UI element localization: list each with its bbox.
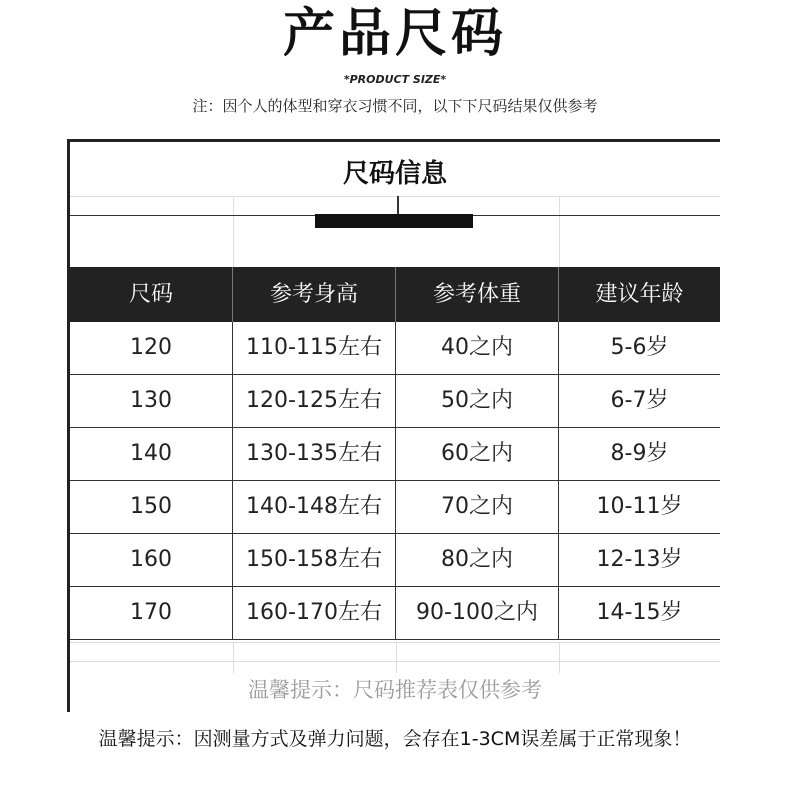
bottom-tip: 温馨提示：因测量方式及弹力问题，会存在1-3CM误差属于正常现象！ <box>98 728 692 750</box>
page-subtitle: *PRODUCT SIZE* <box>343 73 447 86</box>
table-header <box>70 267 720 322</box>
cell-age: 10-11岁 <box>596 494 683 519</box>
grid-line <box>70 196 720 197</box>
grid-line <box>233 642 234 673</box>
cell-size: 120 <box>70 322 233 374</box>
cell-size: 130 <box>70 375 233 427</box>
grid-line <box>396 642 397 673</box>
grid-line <box>70 661 720 662</box>
table-row <box>70 481 720 534</box>
page-title: 产品尺码 <box>282 4 507 64</box>
cell-age: 5-6岁 <box>610 335 669 360</box>
cell-weight: 60之内 <box>396 428 559 480</box>
cell-height: 130-135左右 <box>233 428 396 480</box>
column-header-height: 参考身高 <box>233 267 396 322</box>
cell-height: 110-115左右 <box>233 322 396 374</box>
cell-weight: 70之内 <box>396 481 559 533</box>
cell-weight: 50之内 <box>396 375 559 427</box>
cell-height: 120-125左右 <box>233 375 396 427</box>
column-header-size: 尺码 <box>70 267 233 322</box>
table-footer-tip: 温馨提示：尺码推荐表仅供参考 <box>248 678 542 702</box>
cell-height: 140-148左右 <box>233 481 396 533</box>
cell-age: 6-7岁 <box>610 388 669 413</box>
cell-size: 160 <box>70 534 233 586</box>
size-table-frame <box>67 139 720 712</box>
column-header-age: 建议年龄 <box>595 282 684 307</box>
divider-stub <box>397 196 399 215</box>
cell-weight: 40之内 <box>396 322 559 374</box>
decorative-bar <box>315 214 473 228</box>
table-title: 尺码信息 <box>342 159 447 189</box>
cell-size: 140 <box>70 428 233 480</box>
cell-age: 12-13岁 <box>596 547 683 572</box>
column-header-weight: 参考体重 <box>396 267 559 322</box>
cell-age: 8-9岁 <box>610 441 669 466</box>
table-body <box>70 322 720 640</box>
grid-line <box>559 196 560 267</box>
cell-weight: 90-100之内 <box>396 587 559 639</box>
grid-line <box>559 642 560 673</box>
table-row <box>70 322 720 375</box>
cell-height: 160-170左右 <box>233 587 396 639</box>
grid-line <box>233 196 234 267</box>
grid-line <box>70 642 720 643</box>
size-note: 注：因个人的体型和穿衣习惯不同，以下下尺码结果仅供参考 <box>192 97 598 115</box>
cell-weight: 80之内 <box>396 534 559 586</box>
cell-size: 150 <box>70 481 233 533</box>
cell-age: 14-15岁 <box>596 600 683 625</box>
table-row <box>70 428 720 481</box>
cell-size: 170 <box>70 587 233 639</box>
cell-height: 150-158左右 <box>233 534 396 586</box>
table-row <box>70 375 720 428</box>
table-row <box>70 587 720 640</box>
table-row <box>70 534 720 587</box>
